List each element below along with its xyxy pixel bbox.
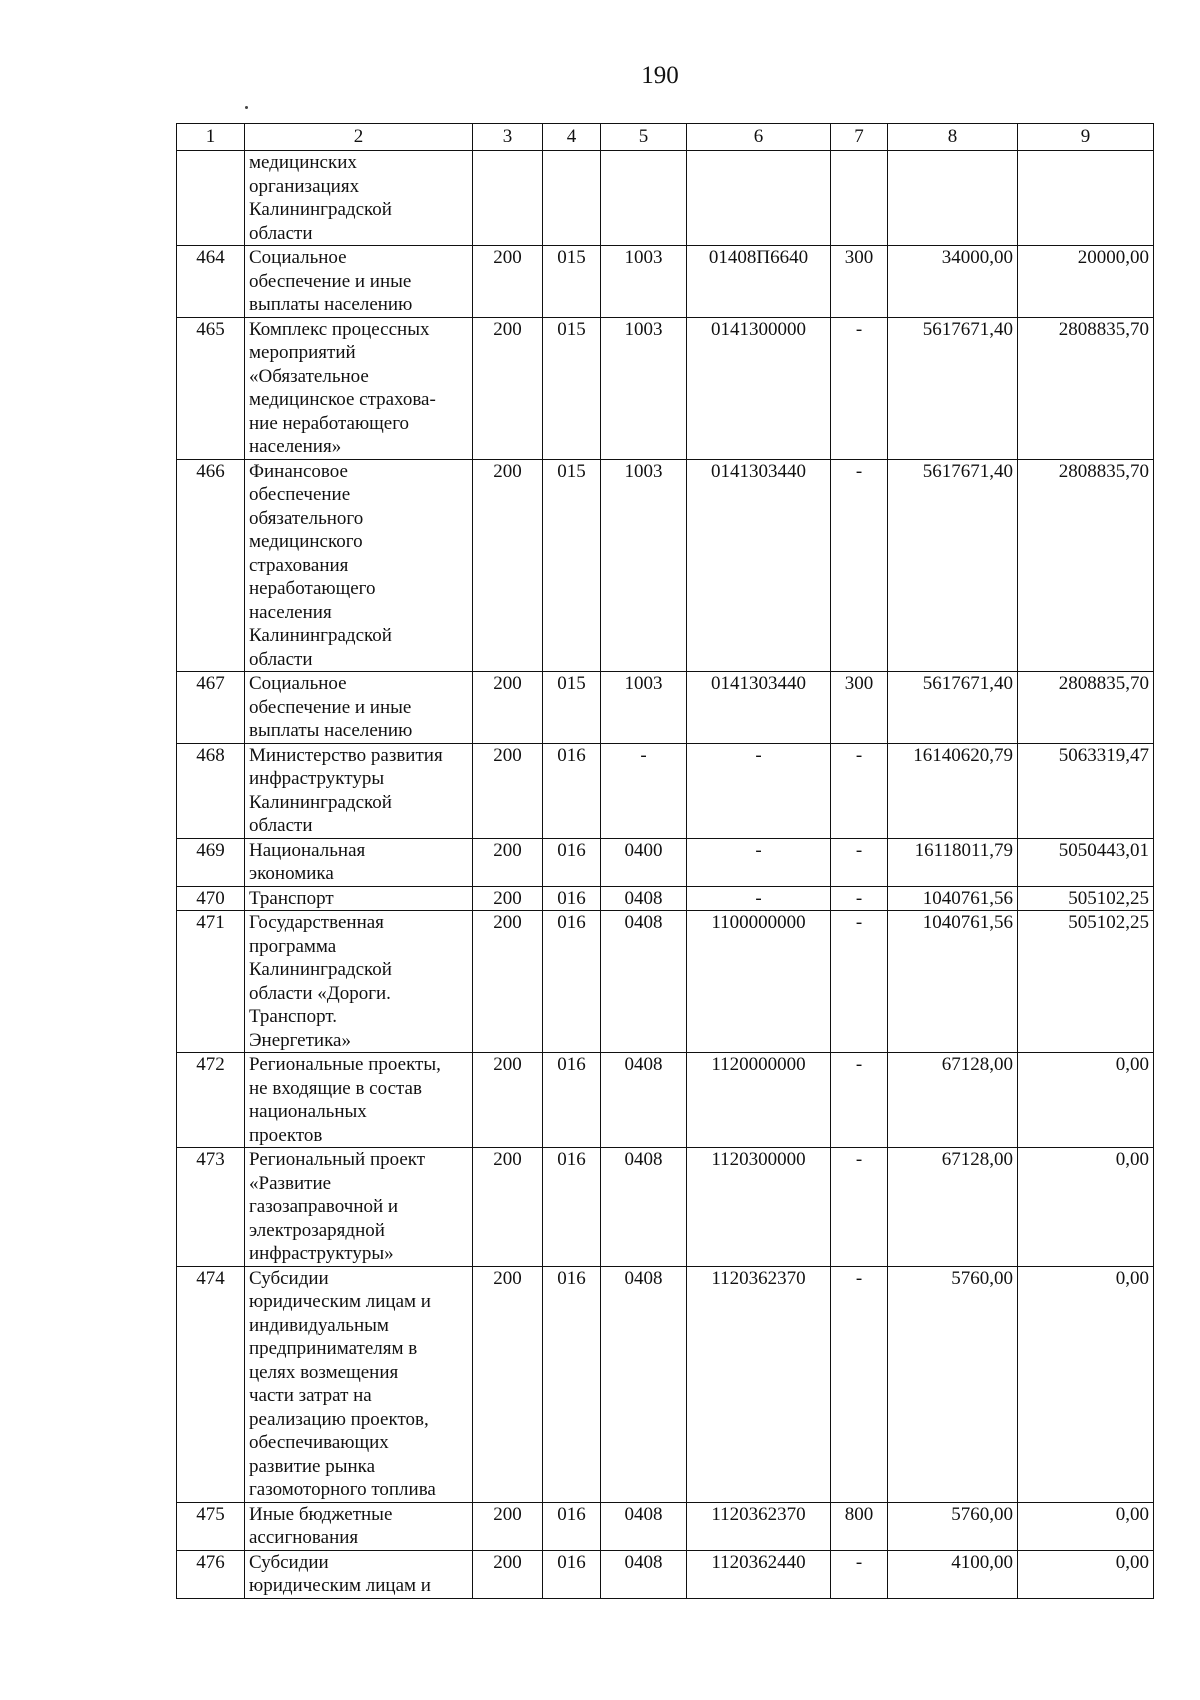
cell-col3: 200 xyxy=(473,1550,543,1598)
header-cell: 9 xyxy=(1018,124,1154,151)
cell-col9: 5063319,47 xyxy=(1018,743,1154,838)
cell-col5 xyxy=(601,151,687,246)
cell-col6: 0141303440 xyxy=(687,459,831,672)
cell-col9: 20000,00 xyxy=(1018,246,1154,318)
cell-col9: 0,00 xyxy=(1018,1053,1154,1148)
cell-col3: 200 xyxy=(473,886,543,911)
cell-col8: 16118011,79 xyxy=(888,838,1018,886)
cell-col9: 2808835,70 xyxy=(1018,672,1154,744)
cell-col4: 016 xyxy=(543,886,601,911)
row-name: Государственная программа Калининградской области «Дороги. Транспорт. Энергетика» xyxy=(245,911,473,1053)
row-name: Региональные проекты, не входящие в состав национальных проектов xyxy=(245,1053,473,1148)
cell-col9: 0,00 xyxy=(1018,1266,1154,1502)
cell-col6: - xyxy=(687,886,831,911)
cell-col6 xyxy=(687,151,831,246)
cell-col7: - xyxy=(831,743,888,838)
cell-col6: 1100000000 xyxy=(687,911,831,1053)
cell-col5: 0408 xyxy=(601,1148,687,1267)
cell-col3: 200 xyxy=(473,743,543,838)
row-number: 475 xyxy=(177,1502,245,1550)
cell-col5: 0400 xyxy=(601,838,687,886)
cell-col6: 1120000000 xyxy=(687,1053,831,1148)
cell-col4: 015 xyxy=(543,246,601,318)
cell-col9: 0,00 xyxy=(1018,1502,1154,1550)
cell-col4 xyxy=(543,151,601,246)
cell-col6: 1120300000 xyxy=(687,1148,831,1267)
cell-col7: - xyxy=(831,838,888,886)
row-number: 469 xyxy=(177,838,245,886)
header-cell: 5 xyxy=(601,124,687,151)
cell-col4: 015 xyxy=(543,317,601,459)
row-name: Социальное обеспечение и иные выплаты населению xyxy=(245,672,473,744)
cell-col5: 0408 xyxy=(601,886,687,911)
cell-col3: 200 xyxy=(473,838,543,886)
table-row xyxy=(177,459,1154,672)
table-row xyxy=(177,1502,1154,1550)
cell-col9: 2808835,70 xyxy=(1018,317,1154,459)
row-number: 473 xyxy=(177,1148,245,1267)
table-row xyxy=(177,317,1154,459)
row-number: 465 xyxy=(177,317,245,459)
cell-col3: 200 xyxy=(473,1266,543,1502)
cell-col5: 0408 xyxy=(601,1550,687,1598)
row-name: Транспорт xyxy=(245,886,473,911)
header-cell: 1 xyxy=(177,124,245,151)
header-cell: 7 xyxy=(831,124,888,151)
row-number: 472 xyxy=(177,1053,245,1148)
cell-col8: 5617671,40 xyxy=(888,672,1018,744)
row-name: Субсидии юридическим лицам и xyxy=(245,1550,473,1598)
cell-col7: - xyxy=(831,1148,888,1267)
cell-col3: 200 xyxy=(473,1502,543,1550)
cell-col7 xyxy=(831,151,888,246)
cell-col5: 1003 xyxy=(601,317,687,459)
cell-col7: 300 xyxy=(831,246,888,318)
cell-col9: 2808835,70 xyxy=(1018,459,1154,672)
header-cell: 3 xyxy=(473,124,543,151)
cell-col7: - xyxy=(831,1053,888,1148)
cell-col5: - xyxy=(601,743,687,838)
cell-col7: - xyxy=(831,886,888,911)
cell-col5: 1003 xyxy=(601,672,687,744)
cell-col8: 5760,00 xyxy=(888,1502,1018,1550)
page-number: 190 xyxy=(641,62,679,89)
row-name: Финансовое обеспечение обязательного медицинского страхования неработающего населения Калининградской области xyxy=(245,459,473,672)
row-number: 476 xyxy=(177,1550,245,1598)
row-number: 470 xyxy=(177,886,245,911)
row-name: Региональный проект «Развитие газозаправочной и электрозарядной инфраструктуры» xyxy=(245,1148,473,1267)
table-row xyxy=(177,1550,1154,1598)
row-name: Иные бюджетные ассигнования xyxy=(245,1502,473,1550)
cell-col7: - xyxy=(831,1550,888,1598)
table-row xyxy=(177,1266,1154,1502)
cell-col4: 015 xyxy=(543,459,601,672)
cell-col3: 200 xyxy=(473,459,543,672)
table-row xyxy=(177,886,1154,911)
cell-col6: 1120362370 xyxy=(687,1266,831,1502)
row-name: Социальное обеспечение и иные выплаты населению xyxy=(245,246,473,318)
cell-col3 xyxy=(473,151,543,246)
cell-col8: 5760,00 xyxy=(888,1266,1018,1502)
cell-col4: 016 xyxy=(543,1148,601,1267)
header-cell: 6 xyxy=(687,124,831,151)
table-row xyxy=(177,838,1154,886)
cell-col8 xyxy=(888,151,1018,246)
row-number: 467 xyxy=(177,672,245,744)
cell-col7: - xyxy=(831,1266,888,1502)
cell-col8: 67128,00 xyxy=(888,1053,1018,1148)
cell-col8: 1040761,56 xyxy=(888,886,1018,911)
cell-col6: 0141300000 xyxy=(687,317,831,459)
cell-col5: 1003 xyxy=(601,459,687,672)
row-number xyxy=(177,151,245,246)
cell-col5: 1003 xyxy=(601,246,687,318)
cell-col3: 200 xyxy=(473,911,543,1053)
cell-col6: 0141303440 xyxy=(687,672,831,744)
header-cell: 8 xyxy=(888,124,1018,151)
cell-col4: 015 xyxy=(543,672,601,744)
table-row xyxy=(177,151,1154,246)
table-row xyxy=(177,1148,1154,1267)
cell-col4: 016 xyxy=(543,1550,601,1598)
cell-col9: 0,00 xyxy=(1018,1550,1154,1598)
cell-col8: 16140620,79 xyxy=(888,743,1018,838)
header-row xyxy=(177,124,1154,151)
cell-col9: 0,00 xyxy=(1018,1148,1154,1267)
cell-col4: 016 xyxy=(543,838,601,886)
cell-col7: - xyxy=(831,911,888,1053)
table-row xyxy=(177,743,1154,838)
row-name: Субсидии юридическим лицам и индивидуальным предпринимателям в целях возмещения части затрат на реализацию проектов, обеспечивающих развитие рынка газомоторного топлива xyxy=(245,1266,473,1502)
cell-col9: 505102,25 xyxy=(1018,911,1154,1053)
row-number: 471 xyxy=(177,911,245,1053)
cell-col6: 01408П6640 xyxy=(687,246,831,318)
cell-col5: 0408 xyxy=(601,1053,687,1148)
cell-col6: - xyxy=(687,838,831,886)
cell-col9: 5050443,01 xyxy=(1018,838,1154,886)
cell-col5: 0408 xyxy=(601,1266,687,1502)
table-row xyxy=(177,672,1154,744)
header-cell: 4 xyxy=(543,124,601,151)
cell-col9 xyxy=(1018,151,1154,246)
cell-col4: 016 xyxy=(543,1502,601,1550)
cell-col3: 200 xyxy=(473,1053,543,1148)
cell-col8: 5617671,40 xyxy=(888,317,1018,459)
cell-col5: 0408 xyxy=(601,911,687,1053)
cell-col4: 016 xyxy=(543,743,601,838)
cell-col7: 800 xyxy=(831,1502,888,1550)
row-name: Национальная экономика xyxy=(245,838,473,886)
scan-speck xyxy=(245,106,248,109)
cell-col8: 4100,00 xyxy=(888,1550,1018,1598)
cell-col8: 1040761,56 xyxy=(888,911,1018,1053)
cell-col4: 016 xyxy=(543,911,601,1053)
cell-col6: - xyxy=(687,743,831,838)
row-name: медицинских организациях Калининградской области xyxy=(245,151,473,246)
row-number: 466 xyxy=(177,459,245,672)
table-row xyxy=(177,911,1154,1053)
cell-col6: 1120362370 xyxy=(687,1502,831,1550)
cell-col5: 0408 xyxy=(601,1502,687,1550)
cell-col8: 67128,00 xyxy=(888,1148,1018,1267)
cell-col7: - xyxy=(831,459,888,672)
cell-col3: 200 xyxy=(473,246,543,318)
table-row xyxy=(177,246,1154,318)
cell-col8: 5617671,40 xyxy=(888,459,1018,672)
cell-col3: 200 xyxy=(473,317,543,459)
row-number: 474 xyxy=(177,1266,245,1502)
row-number: 468 xyxy=(177,743,245,838)
header-cell: 2 xyxy=(245,124,473,151)
cell-col4: 016 xyxy=(543,1053,601,1148)
row-name: Министерство развития инфраструктуры Калининградской области xyxy=(245,743,473,838)
budget-table xyxy=(176,123,1154,1599)
cell-col7: 300 xyxy=(831,672,888,744)
cell-col8: 34000,00 xyxy=(888,246,1018,318)
cell-col3: 200 xyxy=(473,672,543,744)
table-row xyxy=(177,1053,1154,1148)
cell-col9: 505102,25 xyxy=(1018,886,1154,911)
row-number: 464 xyxy=(177,246,245,318)
cell-col4: 016 xyxy=(543,1266,601,1502)
cell-col3: 200 xyxy=(473,1148,543,1267)
row-name: Комплекс процессных мероприятий «Обязательное медицинское страхова- ние неработающего населения» xyxy=(245,317,473,459)
cell-col6: 1120362440 xyxy=(687,1550,831,1598)
cell-col7: - xyxy=(831,317,888,459)
